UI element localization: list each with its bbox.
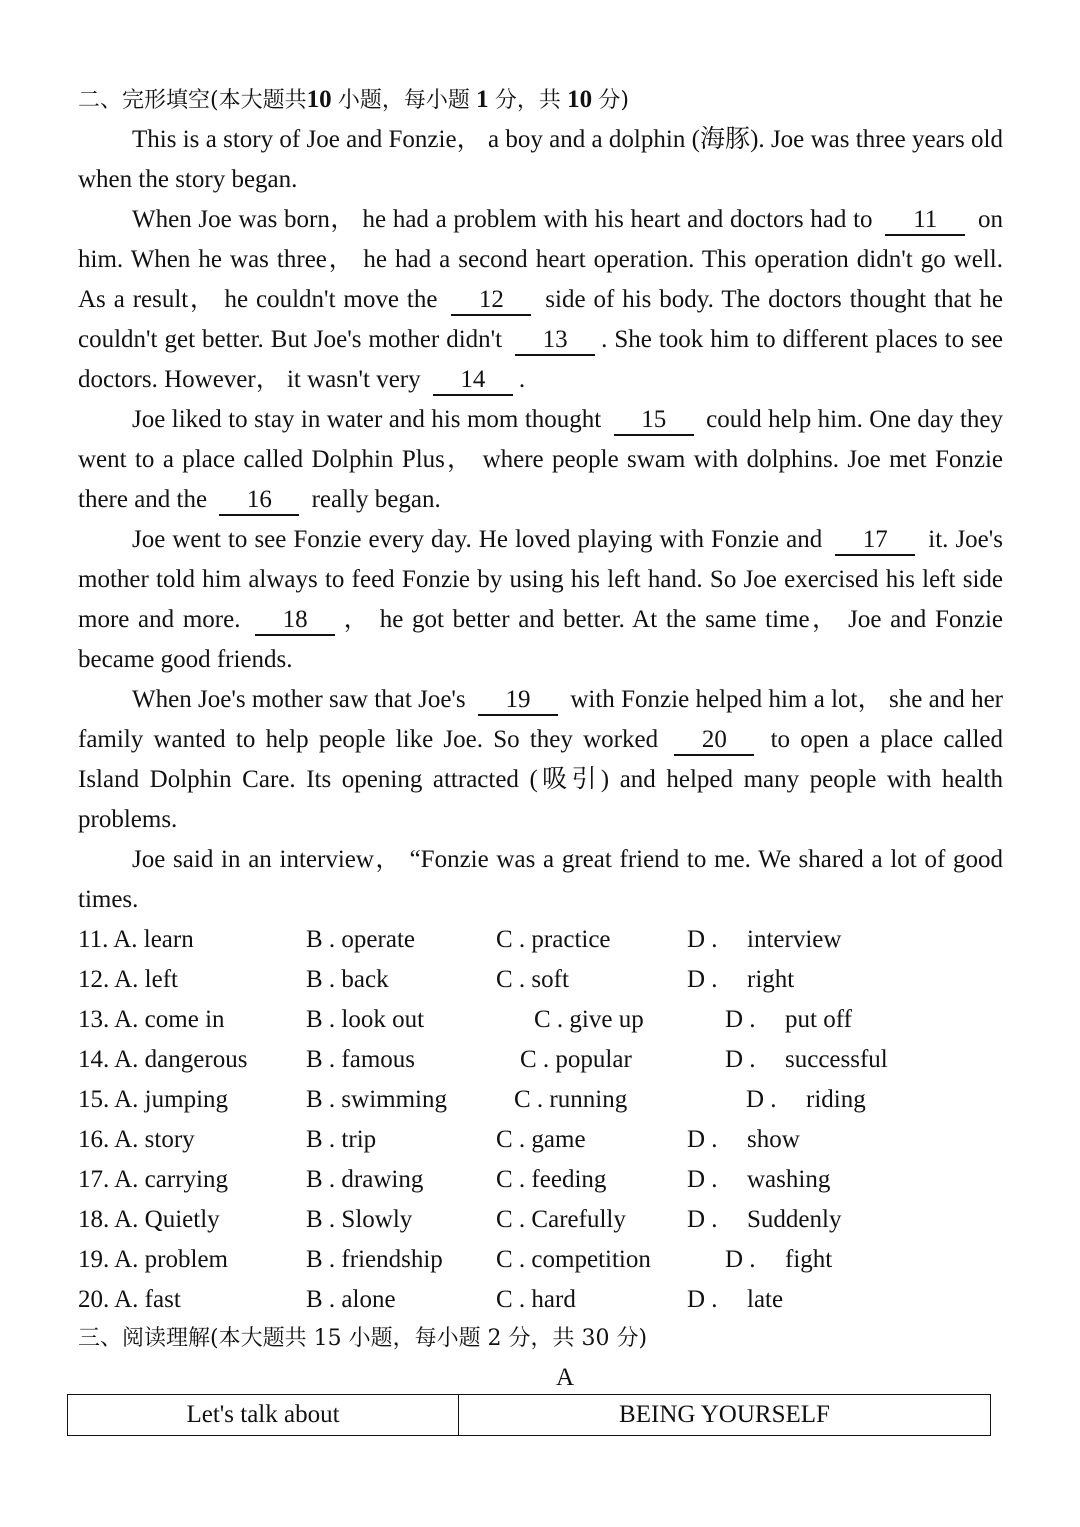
blank-15: 15 — [614, 406, 694, 436]
blank-19: 19 — [478, 686, 558, 716]
section2-title: 二、完形填空(本大题共10 小题，每小题 1 分，共 10 分) — [78, 86, 629, 113]
passage-paragraph-2: When Joe was born， he had a problem with his heart and doctors had to 11 on him. When he was three， he had a second heart operation. This operation didn't go well. As a result， he couldn't move the 12 side of his body. The doctors thought that he couldn't get better. But Joe's mother didn't 13 . She took him to different places to see doctors. However， it wasn't very 14 . — [78, 200, 1003, 400]
option-row: 15. A. jumping B . swimming C . running D . riding — [78, 1086, 866, 1113]
answer-options — [78, 920, 1003, 1320]
section3-title: 三、阅读理解(本大题共 15 小题，每小题 2 分，共 30 分) — [78, 1326, 648, 1351]
cloze-section — [78, 80, 1003, 1320]
option-row: 18. A. Quietly B . Slowly C . Carefully D . Suddenly — [78, 1206, 842, 1233]
option-row: 12. A. left B . back C . soft D . right — [78, 966, 795, 993]
blank-18: 18 — [255, 606, 335, 636]
table-cell-left: Let's talk about — [68, 1395, 459, 1435]
blank-17: 17 — [835, 526, 915, 556]
option-row: 19. A. problem B . friendship C . competition D . fight — [78, 1246, 833, 1273]
table-cell-right: BEING YOURSELF — [619, 1401, 830, 1428]
passage-paragraph-1: This is a story of Joe and Fonzie， a boy and a dolphin (海豚). Joe was three years old when the story began. — [78, 126, 1003, 193]
option-row: 16. A. story B . trip C . game D . show — [78, 1126, 800, 1153]
blank-14: 14 — [433, 366, 513, 396]
blank-20: 20 — [674, 726, 754, 756]
passage-a-label: A — [556, 1364, 575, 1391]
option-row: 17. A. carrying B . drawing C . feeding D . washing — [78, 1166, 831, 1193]
passage-a-table — [67, 1394, 991, 1436]
blank-13: 13 — [515, 326, 595, 356]
blank-12: 12 — [451, 286, 531, 316]
passage-paragraph-6: Joe said in an interview， “Fonzie was a great friend to me. We shared a lot of good times. — [78, 846, 1003, 913]
option-row: 20. A. fast B . alone C . hard D . late — [78, 1286, 784, 1313]
option-row: 14. A. dangerous B . famous C . popular D . successful — [78, 1046, 888, 1073]
option-row: 13. A. come in B . look out C . give up D . put off — [78, 1006, 852, 1033]
passage-paragraph-3: Joe liked to stay in water and his mom thought 15 could help him. One day they went to a place called Dolphin Plus， where people swam with dolphins. Joe met Fonzie there and the 16 really began. — [78, 400, 1003, 520]
passage-paragraph-5: When Joe's mother saw that Joe's 19 with Fonzie helped him a lot， she and her family wanted to help people like Joe. So they worked 20 to open a place called Island Dolphin Care. Its opening attracted (吸引) and helped many people with health problems. — [78, 686, 1004, 833]
passage-paragraph-4: Joe went to see Fonzie every day. He loved playing with Fonzie and 17 it. Joe's mother told him always to feed Fonzie by using his left hand. So Joe exercised his left side more and more. 18 ， he got better and better. At the same time， Joe and Fonzie became good friends. — [78, 526, 1003, 673]
blank-11: 11 — [885, 206, 965, 236]
option-row: 11. A. learn B . operate C . practice D . interview — [78, 926, 842, 953]
blank-16: 16 — [219, 486, 299, 516]
